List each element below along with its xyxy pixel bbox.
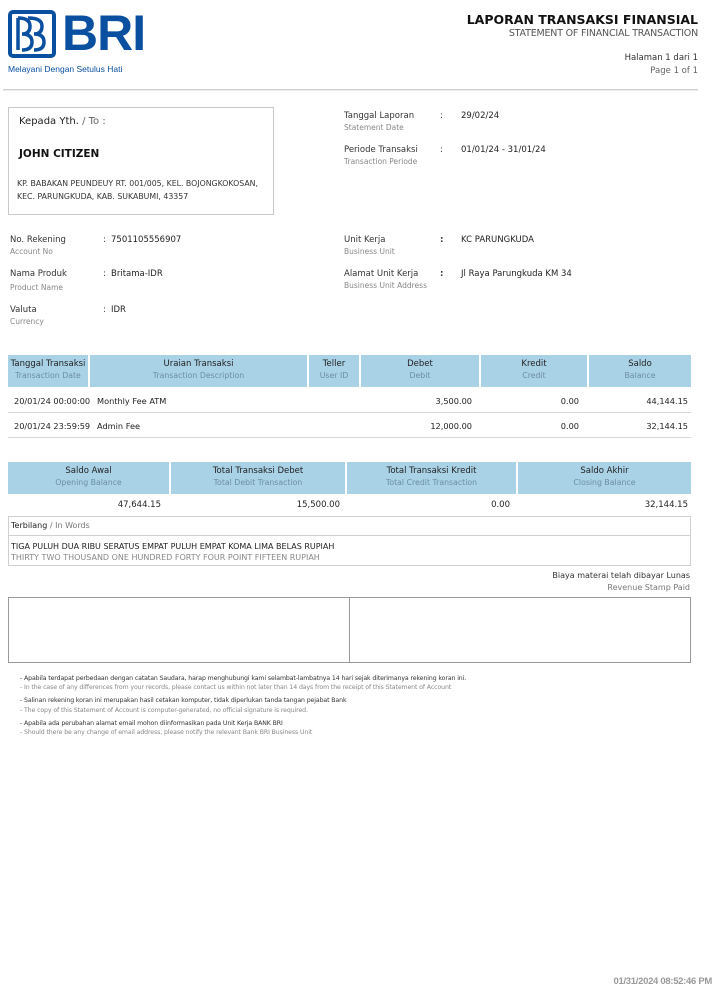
recipient-label: Kepada Yth. / To : bbox=[19, 116, 106, 127]
amount-in-words-en: THIRTY TWO THOUSAND ONE HUNDRED FORTY FOUR POINT FIFTEEN RUPIAH bbox=[11, 553, 320, 562]
currency-field: Valuta Currency : IDR bbox=[10, 305, 126, 326]
business-unit-address-value: Jl Raya Parungkuda KM 34 bbox=[461, 269, 572, 279]
column-header-description: Uraian Transaksi Transaction Description bbox=[90, 355, 309, 387]
transaction-period-field: Periode Transaksi Transaction Periode : 01/01/24 - 31/01/24 bbox=[344, 145, 546, 166]
transaction-date: 20/01/24 23:59:59 bbox=[14, 421, 91, 431]
report-subtitle: STATEMENT OF FINANCIAL TRANSACTION bbox=[508, 28, 698, 39]
bri-logo-icon bbox=[8, 10, 56, 58]
amount-in-words-id: TIGA PULUH DUA RIBU SERATUS EMPAT PULUH EMPAT KOMA LIMA BELAS RUPIAH bbox=[11, 542, 335, 551]
total-debit-value: 15,500.00 bbox=[296, 500, 340, 510]
business-unit-field: Unit Kerja Business Unit : KC PARUNGKUDA bbox=[344, 235, 534, 256]
disclaimer-notes bbox=[20, 674, 710, 741]
business-unit-address-field: Alamat Unit Kerja Business Unit Address : Jl Raya Parungkuda KM 34 bbox=[344, 269, 572, 290]
print-timestamp: 01/31/2024 08:52:46 PM bbox=[613, 976, 712, 987]
business-unit-value: KC PARUNGKUDA bbox=[461, 235, 534, 245]
column-header-total-debit: Total Transaksi Debet Total Debit Transaction bbox=[171, 462, 347, 494]
transaction-debit: 3,500.00 bbox=[435, 396, 472, 406]
disclaimer-note: - Apabila ada perubahan alamat email mohon diinformasikan pada Unit Kerja BANK BRI - Should there be any change of email address, please notify the relevant Bank BRI Business Unit bbox=[20, 719, 313, 737]
total-credit-value: 0.00 bbox=[491, 500, 510, 510]
column-header-teller: Teller User ID bbox=[309, 355, 361, 387]
transaction-credit: 0.00 bbox=[560, 396, 579, 406]
page-indicator-en: Page 1 of 1 bbox=[650, 66, 698, 76]
transaction-row bbox=[8, 413, 691, 438]
closing-balance-value: 32,144.15 bbox=[644, 500, 688, 510]
transaction-balance: 32,144.15 bbox=[646, 421, 688, 431]
transaction-description: Admin Fee bbox=[97, 421, 141, 431]
summary-table-header bbox=[8, 462, 691, 494]
report-title: LAPORAN TRANSAKSI FINANSIAL bbox=[466, 12, 698, 27]
disclaimer-note: - Salinan rekening koran ini merupakan hasil cetakan komputer, tidak diperlukan tanda tangan pejabat Bank - The copy of this Statement of Account is computer-generated, no official signature is required. bbox=[20, 697, 347, 714]
recipient-name: JOHN CITIZEN bbox=[19, 148, 100, 160]
statement-date-field: Tanggal Laporan Statement Date : 29/02/24 bbox=[344, 111, 500, 132]
recipient-box bbox=[8, 107, 274, 215]
transaction-description: Monthly Fee ATM bbox=[97, 396, 167, 406]
column-header-credit: Kredit Credit bbox=[481, 355, 589, 387]
transaction-period-value: 01/01/24 - 31/01/24 bbox=[461, 145, 546, 155]
statement-date-value: 29/02/24 bbox=[461, 111, 500, 121]
account-number-value: 7501105556907 bbox=[111, 235, 182, 245]
revenue-stamp-note-id: Biaya materai telah dibayar Lunas bbox=[552, 571, 690, 580]
transaction-date: 20/01/24 00:00:00 bbox=[14, 396, 91, 406]
column-header-date: Tanggal Transaksi Transaction Date bbox=[8, 355, 90, 387]
signature-box-divider bbox=[349, 598, 350, 662]
account-number-field: No. Rekening Account No : 7501105556907 bbox=[10, 235, 182, 256]
product-name-field: Nama Produk Product Name : Britama-IDR bbox=[10, 269, 163, 292]
signature-box bbox=[8, 597, 691, 663]
disclaimer-note: - Apabila terdapat perbedaan dengan catatan Saudara, harap menghubungi kami selambat-lambatnya 14 hari sejak diterimanya rekening koran ini. - In the case of any differences from your records, please contact us within not later than 14 days from the receipt of this Statement of Account bbox=[20, 675, 467, 692]
product-name-value: Britama-IDR bbox=[111, 269, 163, 279]
opening-balance-value: 47,644.15 bbox=[117, 500, 161, 510]
column-header-total-credit: Total Transaksi Kredit Total Credit Transaction bbox=[347, 462, 518, 494]
revenue-stamp-note-en: Revenue Stamp Paid bbox=[607, 583, 690, 592]
column-header-opening-balance: Saldo Awal Opening Balance bbox=[8, 462, 171, 494]
recipient-address: KP. BABAKAN PEUNDEUY RT. 001/005, KEL. BOJONGKOKOSAN, KEC. PARUNGKUDA, KAB. SUKABUMI, 43357 bbox=[17, 179, 258, 201]
transactions-table-header bbox=[8, 355, 691, 387]
page-indicator-id: Halaman 1 dari 1 bbox=[624, 53, 698, 63]
transaction-balance: 44,144.15 bbox=[646, 396, 688, 406]
currency-value: IDR bbox=[111, 305, 126, 315]
column-header-balance: Saldo Balance bbox=[624, 359, 656, 380]
transaction-debit: 12,000.00 bbox=[430, 421, 472, 431]
column-header-closing-balance: Saldo Akhir Closing Balance bbox=[573, 466, 636, 487]
header-divider bbox=[3, 89, 698, 90]
amount-in-words-label: Terbilang / In Words bbox=[9, 517, 690, 536]
transaction-credit: 0.00 bbox=[560, 421, 579, 431]
bank-tagline: Melayani Dengan Setulus Hati bbox=[8, 64, 123, 74]
column-header-debit: Debet Debit bbox=[361, 355, 481, 387]
summary-values-row bbox=[8, 494, 691, 516]
transaction-row bbox=[8, 388, 691, 413]
logo-wordmark: BRI bbox=[62, 5, 146, 61]
amount-in-words-box bbox=[8, 516, 691, 566]
bri-logo bbox=[8, 5, 146, 61]
